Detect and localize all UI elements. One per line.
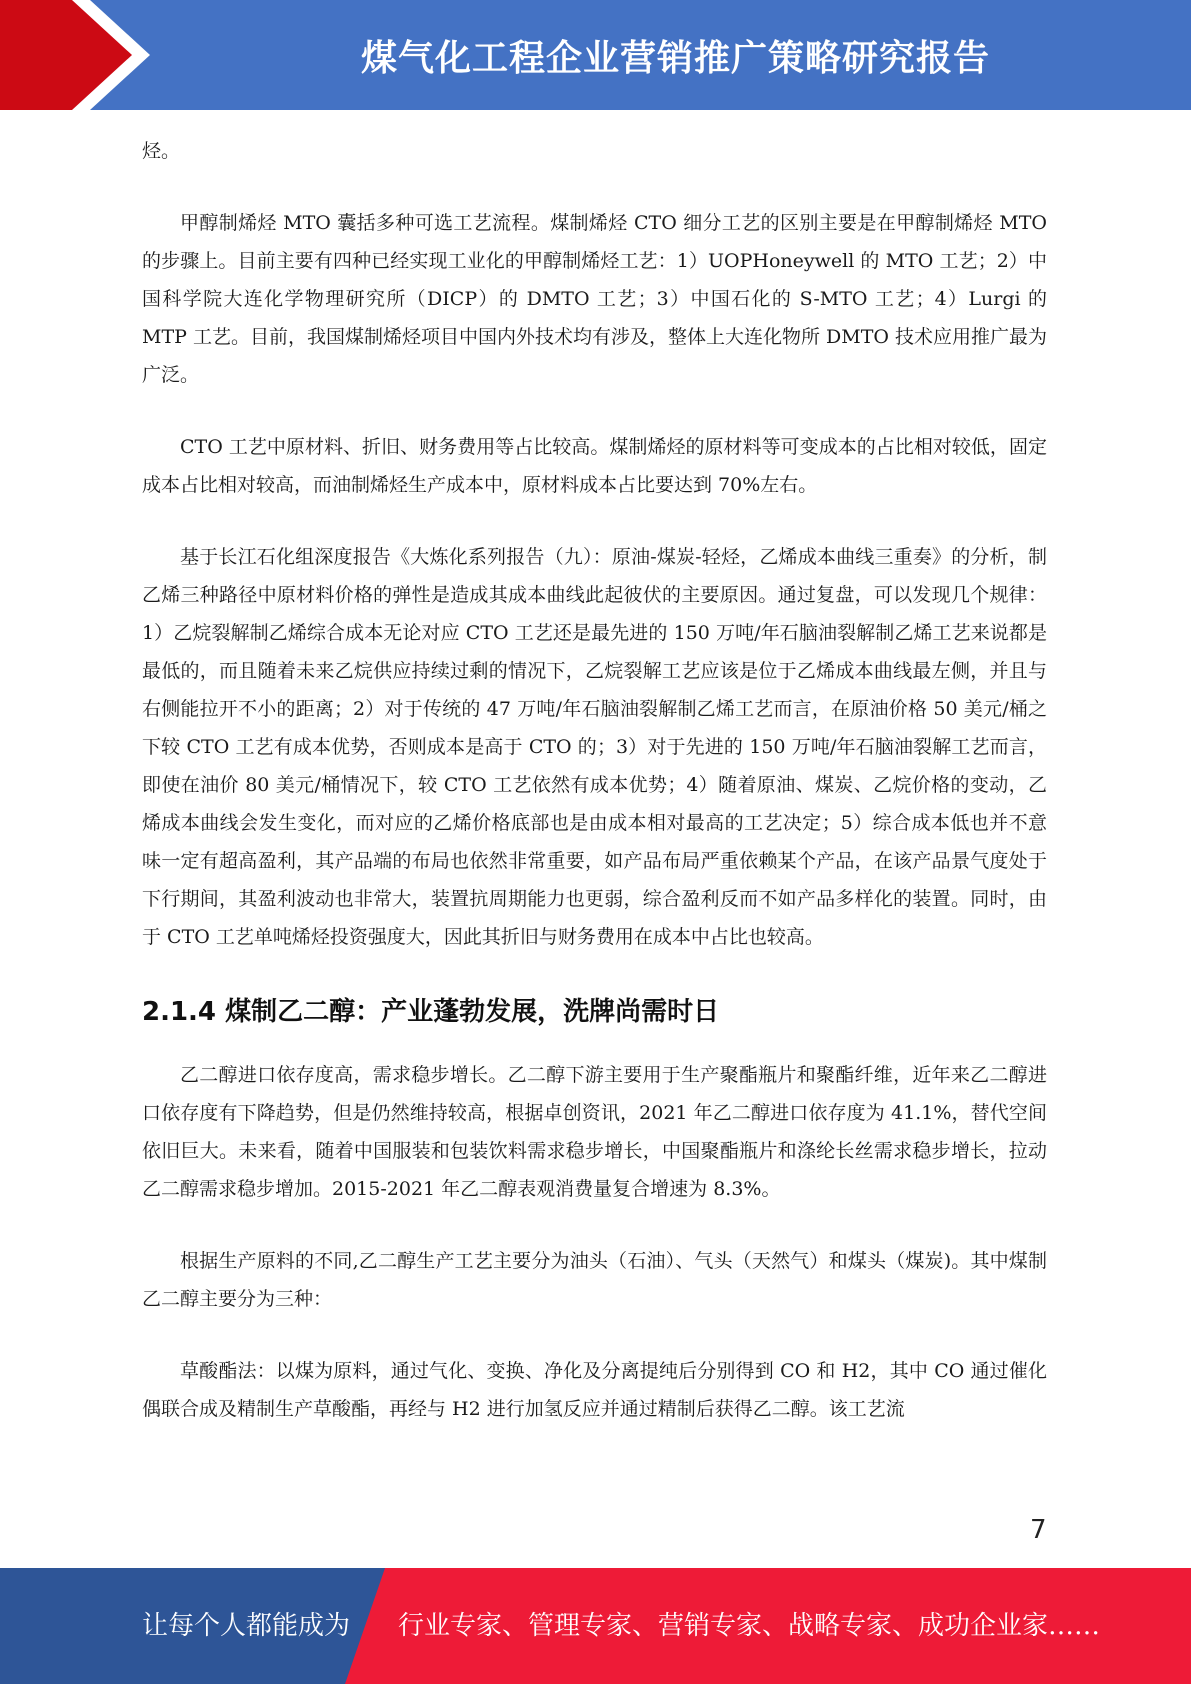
section-heading: 2.1.4 煤制乙二醇：产业蓬勃发展，洗牌尚需时日 [142, 997, 720, 1027]
paragraph-continuation: 烃。 [142, 140, 181, 162]
header-title: 煤气化工程企业营销推广策略研究报告 [360, 37, 990, 79]
paragraph-mto-processes: 甲醇制烯烃 MTO 囊括多种可选工艺流程。煤制烯烃 CTO 细分工艺的区别主要是在甲醇制烯烃 MTO 的步骤上。目前主要有四种已经实现工业化的甲醇制烯烃工艺：1）UOPHoneywell 的 MTO 工艺；2）中国科学院大连化学物理研究所（DICP）的 DMTO 工艺；3）中国石化的 S-MTO 工艺；4）Lurgi 的 MTP 工艺。目前，我国煤制烯烃项目中国内外技术均有涉及，整体上大连化物所 DMTO 技术应用推广最为广泛。 [142, 212, 1047, 386]
paragraph-glycol-processes: 根据生产原料的不同,乙二醇生产工艺主要分为油头（石油）、气头（天然气）和煤头（煤炭)。其中煤制乙二醇主要分为三种： [142, 1250, 1047, 1310]
page-footer [0, 1568, 1191, 1684]
document-body [142, 132, 1047, 1462]
paragraph-ethylene-cost-curve: 基于长江石化组深度报告《大炼化系列报告（九）：原油-煤炭-轻烃，乙烯成本曲线三重奏》的分析，制乙烯三种路径中原材料价格的弹性是造成其成本曲线此起彼伏的主要原因。通过复盘，可以发现几个规律：1）乙烷裂解制乙烯综合成本无论对应 CTO 工艺还是最先进的 150 万吨/年石脑油裂解制乙烯工艺来说都是最低的，而且随着未来乙烷供应持续过剩的情况下，乙烷裂解工艺应该是位于乙烯成本曲线最左侧，并且与右侧能拉开不小的距离；2）对于传统的 47 万吨/年石脑油裂解制乙烯工艺而言，在原油价格 50 美元/桶之下较 CTO 工艺有成本优势，否则成本是高于 CTO 的；3）对于先进的 150 万吨/年石脑油裂解工艺而言，即使在油价 80 美元/桶情况下，较 CTO 工艺依然有成本优势；4）随着原油、煤炭、乙烷价格的变动，乙烯成本曲线会发生变化，而对应的乙烯价格底部也是由成本相对最高的工艺决定；5）综合成本低也并不意味一定有超高盈利，其产品端的布局也依然非常重要，如产品布局严重依赖某个产品，在该产品景气度处于下行期间，其盈利波动也非常大，装置抗周期能力也更弱，综合盈利反而不如产品多样化的装置。同时，由于 CTO 工艺单吨烯烃投资强度大，因此其折旧与财务费用在成本中占比也较高。 [142, 546, 1047, 948]
paragraph-oxalate-method: 草酸酯法：以煤为原料，通过气化、变换、净化及分离提纯后分别得到 CO 和 H2，其中 CO 通过催化偶联合成及精制生产草酸酯，再经与 H2 进行加氢反应并通过精制后获得乙二醇。该工艺流 [142, 1360, 1047, 1420]
paragraph-cto-costs: CTO 工艺中原材料、折旧、财务费用等占比较高。煤制烯烃的原材料等可变成本的占比相对较低，固定成本占比相对较高，而油制烯烃生产成本中，原材料成本占比要达到 70%左右。 [142, 436, 1047, 496]
page-number: 7 [1030, 1515, 1047, 1545]
footer-slogan-right: 行业专家、管理专家、营销专家、战略专家、成功企业家…… [398, 1611, 1101, 1641]
paragraph-glycol-demand: 乙二醇进口依存度高，需求稳步增长。乙二醇下游主要用于生产聚酯瓶片和聚酯纤维，近年来乙二醇进口依存度有下降趋势，但是仍然维持较高，根据卓创资讯，2021 年乙二醇进口依存度为 41.1%，替代空间依旧巨大。未来看，随着中国服装和包装饮料需求稳步增长，中国聚酯瓶片和涤纶长丝需求稳步增长，拉动乙二醇需求稳步增加。2015-2021 年乙二醇表观消费量复合增速为 8.3%。 [142, 1064, 1047, 1200]
footer-slogan-left: 让每个人都能成为 [142, 1611, 351, 1641]
page-header [0, 0, 1191, 110]
